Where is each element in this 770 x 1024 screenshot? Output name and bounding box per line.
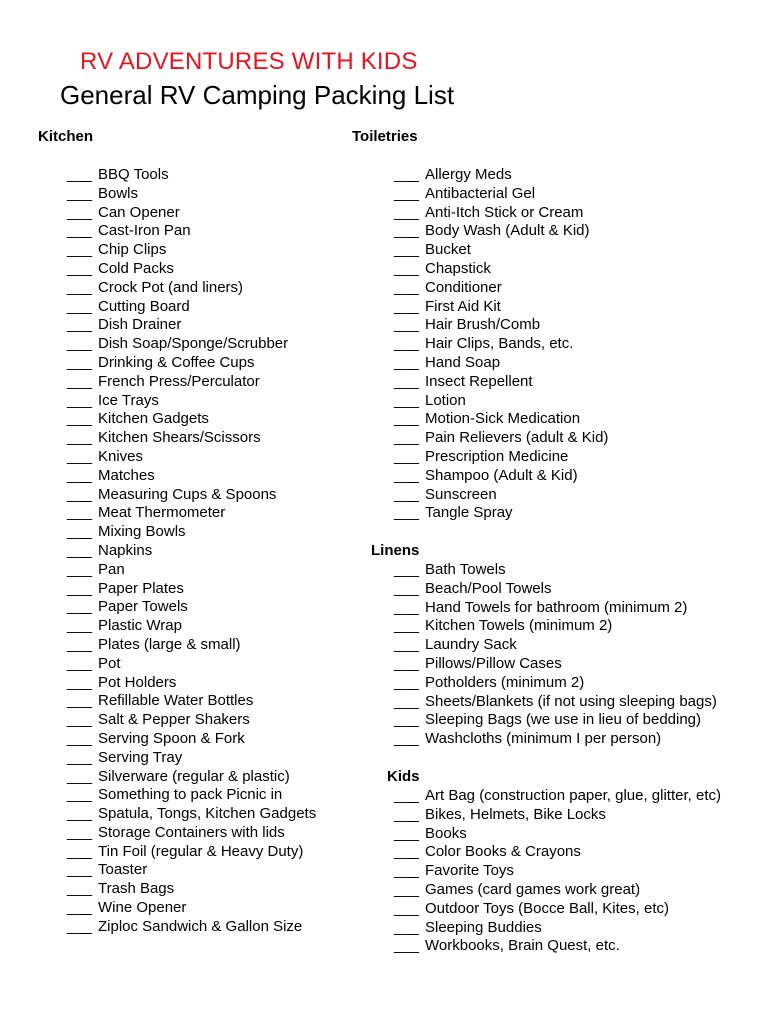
item-label: Storage Containers with lids: [98, 823, 285, 841]
checklist-item: [67, 260, 316, 279]
checkbox-blank: ___: [67, 278, 93, 296]
checkbox-blank: ___: [394, 805, 420, 823]
checkbox-blank: ___: [394, 673, 420, 691]
checklist-item: [394, 937, 721, 956]
checklist-item: [394, 655, 717, 674]
checklist-item: [394, 693, 717, 712]
item-label: Beach/Pool Towels: [425, 579, 552, 597]
checklist-item: [394, 429, 608, 448]
checkbox-blank: ___: [67, 466, 93, 484]
checklist-item: [394, 373, 608, 392]
checkbox-blank: ___: [67, 184, 93, 202]
checklist-item: [394, 448, 608, 467]
checklist-item: [394, 185, 608, 204]
checkbox-blank: ___: [394, 504, 420, 522]
checklist-item: [67, 805, 316, 824]
item-label: Laundry Sack: [425, 636, 517, 654]
checklist-item: [394, 410, 608, 429]
checklist-item: [394, 580, 717, 599]
item-label: First Aid Kit: [425, 297, 501, 315]
checklist-item: [67, 542, 316, 561]
item-label: Silverware (regular & plastic): [98, 767, 290, 785]
checklist-item: [394, 204, 608, 223]
checklist-item: [67, 768, 316, 787]
checkbox-blank: ___: [67, 541, 93, 559]
checkbox-blank: ___: [67, 222, 93, 240]
item-label: Color Books & Crayons: [425, 843, 581, 861]
item-label: Allergy Meds: [425, 166, 512, 183]
checklist-item: [67, 580, 316, 599]
checkbox-blank: ___: [67, 767, 93, 785]
checkbox-blank: ___: [394, 278, 420, 296]
item-label: Art Bag (construction paper, glue, glitter, etc): [425, 787, 721, 804]
checkbox-blank: ___: [394, 824, 420, 842]
checkbox-blank: ___: [67, 259, 93, 277]
checkbox-blank: ___: [67, 241, 93, 259]
checkbox-blank: ___: [67, 861, 93, 879]
checkbox-blank: ___: [67, 335, 93, 353]
section-heading-toiletries: Toiletries: [352, 128, 418, 145]
checkbox-blank: ___: [67, 673, 93, 691]
checklist-item: [67, 448, 316, 467]
checklist-item: [67, 523, 316, 542]
checklist-item: [394, 486, 608, 505]
item-label: Antibacterial Gel: [425, 184, 536, 202]
checkbox-blank: ___: [67, 203, 93, 221]
item-label: Sunscreen: [425, 485, 497, 503]
item-label: Salt & Pepper Shakers: [98, 711, 250, 729]
checklist-item: [67, 899, 316, 918]
checklist-item: [67, 279, 316, 298]
checklist-item: [67, 561, 316, 580]
item-label: Can Opener: [98, 203, 180, 221]
item-label: BBQ Tools: [98, 166, 169, 183]
checkbox-blank: ___: [67, 617, 93, 635]
item-label: Pain Relievers (adult & Kid): [425, 429, 609, 447]
checkbox-blank: ___: [394, 899, 420, 917]
checklist-item: [394, 711, 717, 730]
checkbox-blank: ___: [394, 880, 420, 898]
item-label: Paper Towels: [98, 598, 188, 616]
checkbox-blank: ___: [67, 729, 93, 747]
checklist-item: [394, 787, 721, 806]
checklist-item: [67, 824, 316, 843]
checkbox-blank: ___: [394, 391, 420, 409]
checklist-item: [67, 373, 316, 392]
checklist-item: [67, 185, 316, 204]
checklist-item: [67, 692, 316, 711]
checkbox-blank: ___: [394, 598, 420, 616]
checklist-item: [394, 166, 608, 185]
item-label: Toaster: [98, 861, 148, 879]
checklist-item: [67, 730, 316, 749]
checkbox-blank: ___: [67, 880, 93, 898]
item-label: Chapstick: [425, 259, 491, 277]
checkbox-blank: ___: [67, 560, 93, 578]
checkbox-blank: ___: [394, 692, 420, 710]
checkbox-blank: ___: [67, 598, 93, 616]
item-label: Hair Clips, Bands, etc.: [425, 335, 574, 353]
checklist-item: [67, 598, 316, 617]
checklist-item: [394, 843, 721, 862]
item-label: Conditioner: [425, 278, 502, 296]
item-label: Hand Soap: [425, 353, 501, 371]
item-label: Hand Towels for bathroom (minimum 2): [425, 598, 688, 616]
checkbox-blank: ___: [394, 372, 420, 390]
document-subtitle: General RV Camping Packing List: [60, 80, 455, 110]
checklist-item: [394, 674, 717, 693]
checkbox-blank: ___: [394, 711, 420, 729]
item-label: Knives: [98, 447, 144, 465]
section-heading-linens: Linens: [371, 542, 420, 559]
item-label: Sheets/Blankets (if not using sleeping bags): [425, 692, 717, 710]
checkbox-blank: ___: [394, 918, 420, 936]
checkbox-blank: ___: [67, 391, 93, 409]
checklist-item: [67, 222, 316, 241]
checklist-item: [394, 279, 608, 298]
document-title: RV ADVENTURES WITH KIDS: [80, 48, 418, 75]
checklist-item: [394, 900, 721, 919]
item-label: Games (card games work great): [425, 880, 641, 898]
checklist-item: [67, 354, 316, 373]
checklist-item: [67, 410, 316, 429]
checkbox-blank: ___: [394, 166, 420, 183]
checkbox-blank: ___: [394, 353, 420, 371]
checklist-item: [67, 880, 316, 899]
item-label: Bowls: [98, 184, 139, 202]
checkbox-blank: ___: [67, 485, 93, 503]
item-label: Something to pack Picnic in: [98, 786, 283, 804]
checkbox-blank: ___: [67, 353, 93, 371]
checkbox-blank: ___: [394, 447, 420, 465]
checklist-item: [67, 316, 316, 335]
checklist-item: [67, 429, 316, 448]
item-label: Napkins: [98, 541, 153, 559]
item-label: Plastic Wrap: [98, 617, 182, 635]
checklist-item: [394, 881, 721, 900]
checklist-item: [67, 617, 316, 636]
checklist-item: [394, 806, 721, 825]
item-label: Wine Opener: [98, 899, 187, 917]
checkbox-blank: ___: [394, 410, 420, 428]
item-label: Pot: [98, 654, 121, 672]
item-label: Motion-Sick Medication: [425, 410, 581, 428]
item-label: Serving Tray: [98, 748, 183, 766]
checkbox-blank: ___: [67, 654, 93, 672]
item-label: French Press/Perculator: [98, 372, 260, 390]
item-label: Kitchen Shears/Scissors: [98, 429, 261, 447]
item-label: Bath Towels: [425, 561, 506, 578]
checkbox-blank: ___: [67, 579, 93, 597]
item-label: Insect Repellent: [425, 372, 533, 390]
item-label: Washcloths (minimum I per person): [425, 730, 662, 748]
checkbox-blank: ___: [394, 862, 420, 880]
checklist-item: [394, 392, 608, 411]
checkbox-blank: ___: [394, 429, 420, 447]
checkbox-blank: ___: [67, 297, 93, 315]
checklist-item: [394, 298, 608, 317]
checklist-item: [67, 241, 316, 260]
item-label: Mixing Bowls: [98, 523, 186, 541]
checkbox-blank: ___: [67, 899, 93, 917]
item-label: Trash Bags: [98, 880, 175, 898]
item-label: Chip Clips: [98, 241, 167, 259]
checkbox-blank: ___: [67, 917, 93, 935]
checklist-item: [394, 316, 608, 335]
item-label: Sleeping Bags (we use in lieu of bedding): [425, 711, 702, 729]
checkbox-blank: ___: [394, 730, 420, 748]
checkbox-blank: ___: [394, 843, 420, 861]
item-label: Cold Packs: [98, 259, 174, 277]
checklist-item: [394, 599, 717, 618]
item-label: Cast-Iron Pan: [98, 222, 191, 240]
item-label: Books: [425, 824, 467, 842]
checkbox-blank: ___: [394, 485, 420, 503]
item-label: Spatula, Tongs, Kitchen Gadgets: [98, 805, 317, 823]
toiletries-list: [394, 166, 608, 523]
checklist-item: [67, 486, 316, 505]
checklist-item: [394, 467, 608, 486]
checkbox-blank: ___: [394, 259, 420, 277]
item-label: Favorite Toys: [425, 862, 514, 880]
checkbox-blank: ___: [67, 410, 93, 428]
checklist-item: [67, 204, 316, 223]
item-label: Cutting Board: [98, 297, 190, 315]
item-label: Kitchen Gadgets: [98, 410, 209, 428]
checklist-item: [394, 504, 608, 523]
checklist-item: [394, 617, 717, 636]
checklist-item: [394, 825, 721, 844]
checkbox-blank: ___: [394, 579, 420, 597]
item-label: Lotion: [425, 391, 466, 409]
kids-list: [394, 787, 721, 956]
checkbox-blank: ___: [394, 466, 420, 484]
checklist-item: [67, 711, 316, 730]
item-label: Dish Drainer: [98, 316, 182, 334]
checklist-item: [394, 636, 717, 655]
item-label: Pillows/Pillow Cases: [425, 654, 562, 672]
checkbox-blank: ___: [67, 692, 93, 710]
checkbox-blank: ___: [394, 316, 420, 334]
checkbox-blank: ___: [67, 635, 93, 653]
checkbox-blank: ___: [394, 937, 420, 955]
checkbox-blank: ___: [394, 222, 420, 240]
checklist-item: [67, 335, 316, 354]
item-label: Dish Soap/Sponge/Scrubber: [98, 335, 289, 353]
item-label: Hair Brush/Comb: [425, 316, 541, 334]
item-label: Pot Holders: [98, 673, 177, 691]
checkbox-blank: ___: [67, 842, 93, 860]
checkbox-blank: ___: [394, 297, 420, 315]
item-label: Body Wash (Adult & Kid): [425, 222, 590, 240]
linens-list: [394, 561, 717, 749]
item-label: Potholders (minimum 2): [425, 673, 585, 691]
checkbox-blank: ___: [394, 561, 420, 578]
kitchen-list: [67, 166, 316, 937]
item-label: Bikes, Helmets, Bike Locks: [425, 805, 606, 823]
item-label: Kitchen Towels (minimum 2): [425, 617, 613, 635]
item-label: Pan: [98, 560, 125, 578]
checkbox-blank: ___: [67, 748, 93, 766]
checkbox-blank: ___: [394, 203, 420, 221]
checkbox-blank: ___: [67, 805, 93, 823]
checkbox-blank: ___: [67, 372, 93, 390]
checklist-item: [67, 298, 316, 317]
item-label: Paper Plates: [98, 579, 184, 597]
checklist-item: [394, 241, 608, 260]
section-heading-kitchen: Kitchen: [38, 128, 94, 145]
checklist-item: [67, 392, 316, 411]
checklist-item: [67, 674, 316, 693]
checklist-item: [67, 655, 316, 674]
checkbox-blank: ___: [67, 166, 93, 183]
checklist-item: [394, 919, 721, 938]
item-label: Shampoo (Adult & Kid): [425, 466, 578, 484]
checklist-item: [67, 918, 316, 937]
checklist-item: [394, 561, 717, 580]
checkbox-blank: ___: [394, 184, 420, 202]
checklist-item: [67, 861, 316, 880]
checkbox-blank: ___: [67, 504, 93, 522]
item-label: Outdoor Toys (Bocce Ball, Kites, etc): [425, 899, 669, 917]
checkbox-blank: ___: [394, 617, 420, 635]
item-label: Sleeping Buddies: [425, 918, 542, 936]
item-label: Measuring Cups & Spoons: [98, 485, 277, 503]
checkbox-blank: ___: [67, 823, 93, 841]
item-label: Prescription Medicine: [425, 447, 569, 465]
item-label: Meat Thermometer: [98, 504, 226, 522]
checkbox-blank: ___: [67, 786, 93, 804]
checklist-item: [67, 636, 316, 655]
item-label: Serving Spoon & Fork: [98, 729, 245, 747]
checkbox-blank: ___: [394, 654, 420, 672]
item-label: Plates (large & small): [98, 635, 241, 653]
checklist-item: [394, 862, 721, 881]
item-label: Bucket: [425, 241, 471, 259]
checklist-item: [67, 166, 316, 185]
checklist-item: [67, 786, 316, 805]
checklist-item: [67, 749, 316, 768]
checklist-item: [394, 222, 608, 241]
checkbox-blank: ___: [67, 711, 93, 729]
checklist-item: [394, 730, 717, 749]
checkbox-blank: ___: [67, 523, 93, 541]
item-label: Tin Foil (regular & Heavy Duty): [98, 842, 304, 860]
checkbox-blank: ___: [394, 636, 420, 654]
checkbox-blank: ___: [394, 335, 420, 353]
checklist-item: [67, 467, 316, 486]
section-heading-kids: Kids: [387, 768, 420, 785]
checklist-item: [394, 335, 608, 354]
item-label: Matches: [98, 466, 155, 484]
checkbox-blank: ___: [67, 316, 93, 334]
item-label: Anti-Itch Stick or Cream: [425, 203, 584, 221]
checkbox-blank: ___: [67, 447, 93, 465]
item-label: Ziploc Sandwich & Gallon Size: [98, 917, 303, 935]
checklist-item: [67, 504, 316, 523]
item-label: Workbooks, Brain Quest, etc.: [425, 937, 620, 955]
checkbox-blank: ___: [67, 429, 93, 447]
item-label: Refillable Water Bottles: [98, 692, 254, 710]
checkbox-blank: ___: [394, 787, 420, 804]
checkbox-blank: ___: [394, 241, 420, 259]
item-label: Tangle Spray: [425, 504, 513, 522]
checklist-item: [394, 260, 608, 279]
item-label: Ice Trays: [98, 391, 159, 409]
item-label: Crock Pot (and liners): [98, 278, 244, 296]
checklist-item: [394, 354, 608, 373]
checklist-item: [67, 843, 316, 862]
item-label: Drinking & Coffee Cups: [98, 353, 255, 371]
